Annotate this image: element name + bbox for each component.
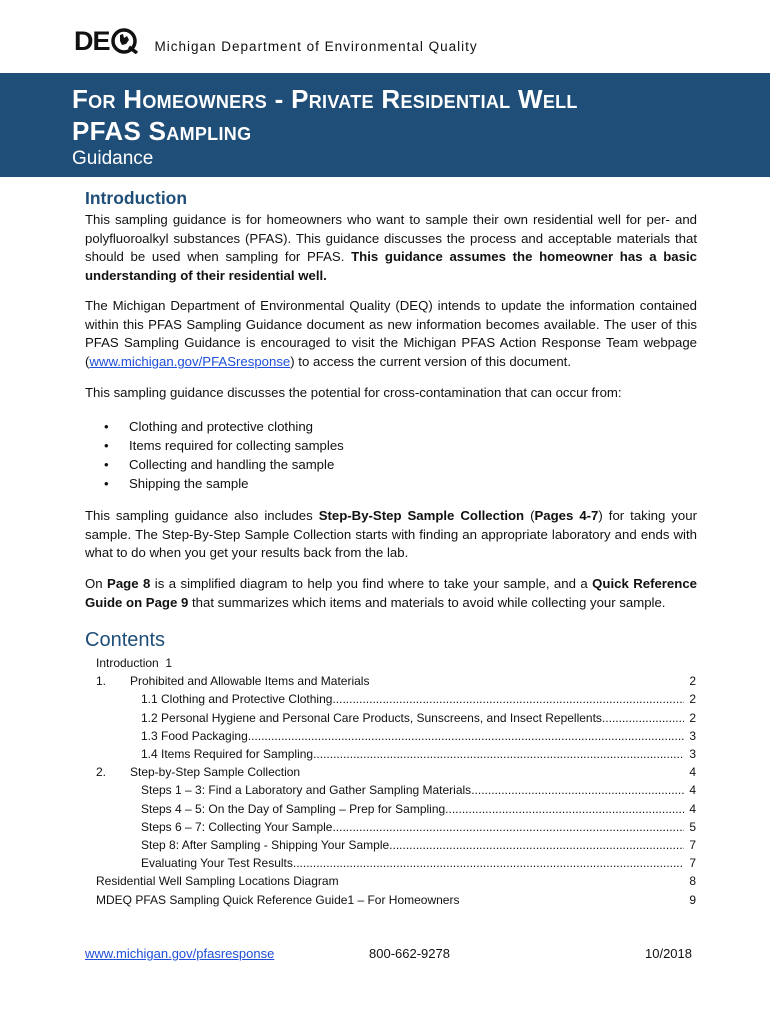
toc-entry-label: Step 8: After Sampling - Shipping Your Sample [141, 838, 390, 852]
toc-entry-label: 1.1 Clothing and Protective Clothing [141, 692, 333, 707]
p5-text-c: is a simplified diagram to help you find where to take your sample, and a [150, 576, 593, 591]
toc-entry[interactable] [96, 729, 696, 746]
page-subtitle: Guidance [72, 148, 154, 169]
list-item: • Collecting and handling the sample [104, 455, 344, 474]
toc-entry[interactable] [96, 802, 696, 819]
toc-entry-page: 9 [689, 892, 696, 907]
deq-logo: DE [74, 26, 139, 57]
p5-text-e: that summarizes which items and materials to avoid while collecting your sample. [188, 594, 666, 610]
footer-website-link[interactable]: www.michigan.gov/pfasresponse [85, 946, 275, 961]
p4-bold-d: Pages 4-7 [534, 508, 599, 523]
toc-entry-label: Steps 1 – 3: Find a Laboratory and Gather Sampling Materials [141, 783, 472, 798]
p4-text-e: ) for taking your sample. The Step-By-Step Sample Collection starts with finding an appropriate laboratory and ends with what to do when you get your results back from the lab. [85, 508, 697, 561]
toc-entry-page: 4 [689, 801, 696, 816]
toc-entry-page: 3 [689, 747, 696, 761]
page-title-line2: PFAS Sampling [72, 116, 252, 146]
intro-paragraph-3 [85, 384, 697, 403]
toc-entry-page: 4 [689, 765, 696, 780]
toc-entry-page: 8 [689, 874, 696, 889]
toc-entry-label: Steps 4 – 5: On the Day of Sampling – Prep for Sampling [141, 801, 446, 816]
toc-entry[interactable] [96, 856, 696, 873]
pfas-response-link[interactable]: www.michigan.gov/PFASresponse [89, 354, 291, 370]
toc-entry[interactable] [96, 893, 696, 910]
toc-entry-label: Step-by-Step Sample Collection [130, 765, 301, 780]
toc-entry-number: 2. [96, 765, 107, 780]
p5-text-a: On [85, 576, 108, 591]
toc-entry-page: 2 [689, 692, 696, 707]
list-item: • Items required for collecting samples [104, 436, 344, 455]
toc-entry-label: Introduction 1 [96, 656, 173, 670]
introduction-heading: Introduction [85, 188, 188, 208]
toc-entry-page: 2 [689, 674, 696, 689]
intro-paragraph-1-text: This sampling guidance is for homeowners who want to sample their own residential well for per- and polyfluoroalkyl substances (PFAS). This guidance discusses the process and acceptable materials that should be used when sampling for PFAS. [85, 212, 697, 265]
list-item: • Clothing and protective clothing [104, 417, 344, 436]
intro-paragraph-2-text-b: ) to access the current version of this document. [290, 354, 571, 370]
intro-paragraph-1-bold: This guidance assumes the homeowner has a basic understanding of their residential well. [85, 249, 697, 284]
toc-entry-label: Steps 6 – 7: Collecting Your Sample [141, 819, 333, 834]
toc-entry-page: 3 [689, 728, 696, 743]
contents-heading: Contents [85, 629, 166, 651]
footer-date: 10/2018 [645, 946, 692, 961]
toc-entry-label: 1.2 Personal Hygiene and Personal Care Products, Sunscreens, and Insect Repellents [141, 710, 602, 725]
toc-entry-label: MDEQ PFAS Sampling Quick Reference Guide1 – For Homeowners [96, 892, 460, 907]
michigan-q-logo-icon [111, 28, 139, 54]
toc-entry-number: 1. [96, 674, 107, 689]
toc-entry[interactable] [96, 692, 696, 709]
toc-entry[interactable] [96, 874, 696, 891]
intro-paragraph-2-text-a: The Michigan Department of Environmental Quality (DEQ) intends to update the information contained within this PFAS Sampling Guidance document as new information becomes available. The user of this PFAS Sampling Guidance is encouraged to visit the Michigan PFAS Action Response Team webpage ( [85, 298, 697, 370]
toc-entry[interactable] [96, 674, 696, 691]
intro-paragraph-5 [85, 575, 697, 612]
toc-entry[interactable] [96, 711, 696, 728]
p5-bold-d: Quick Reference Guide on Page 9 [85, 576, 697, 610]
toc-entry[interactable] [96, 838, 696, 855]
toc-entry[interactable] [96, 656, 696, 673]
intro-paragraph-4 [85, 507, 697, 563]
toc-entry-page: 7 [689, 838, 696, 852]
page-header [74, 26, 478, 56]
p4-text-c: ( [524, 508, 535, 523]
agency-name: Michigan Department of Environmental Quality [154, 38, 478, 54]
toc-entry-page: 2 [689, 710, 696, 725]
intro-paragraph-3-text: This sampling guidance discusses the potential for cross-contamination that can occur from: [85, 385, 622, 400]
toc-entry[interactable] [96, 765, 696, 782]
toc-entry-page: 5 [689, 819, 696, 834]
page-title-line1: For Homeowners - Private Residential Well [72, 84, 578, 114]
toc-entry-page: 7 [689, 856, 696, 871]
toc-entry-label: 1.3 Food Packaging [141, 728, 248, 743]
toc-entry[interactable] [96, 783, 696, 800]
intro-paragraph-2 [85, 297, 697, 372]
toc-entry-label: Residential Well Sampling Locations Diagram [96, 874, 339, 889]
p5-bold-b: Page 8 [107, 576, 151, 591]
cross-contamination-list [104, 417, 344, 493]
toc-entry[interactable] [96, 820, 696, 837]
list-item: • Shipping the sample [104, 474, 344, 493]
toc-entry-label: Evaluating Your Test Results [141, 856, 293, 871]
toc-entry[interactable] [96, 747, 696, 764]
toc-entry-page: 4 [689, 783, 696, 798]
footer-phone: 800-662-9278 [369, 946, 450, 961]
toc-entry-label: 1.4 Items Required for Sampling [141, 747, 314, 761]
toc-entry-label: Prohibited and Allowable Items and Materials [130, 674, 370, 689]
intro-paragraph-1 [85, 211, 697, 286]
p4-bold-b: Step-By-Step Sample Collection [318, 508, 525, 523]
p4-text-a: This sampling guidance also includes [85, 508, 319, 523]
